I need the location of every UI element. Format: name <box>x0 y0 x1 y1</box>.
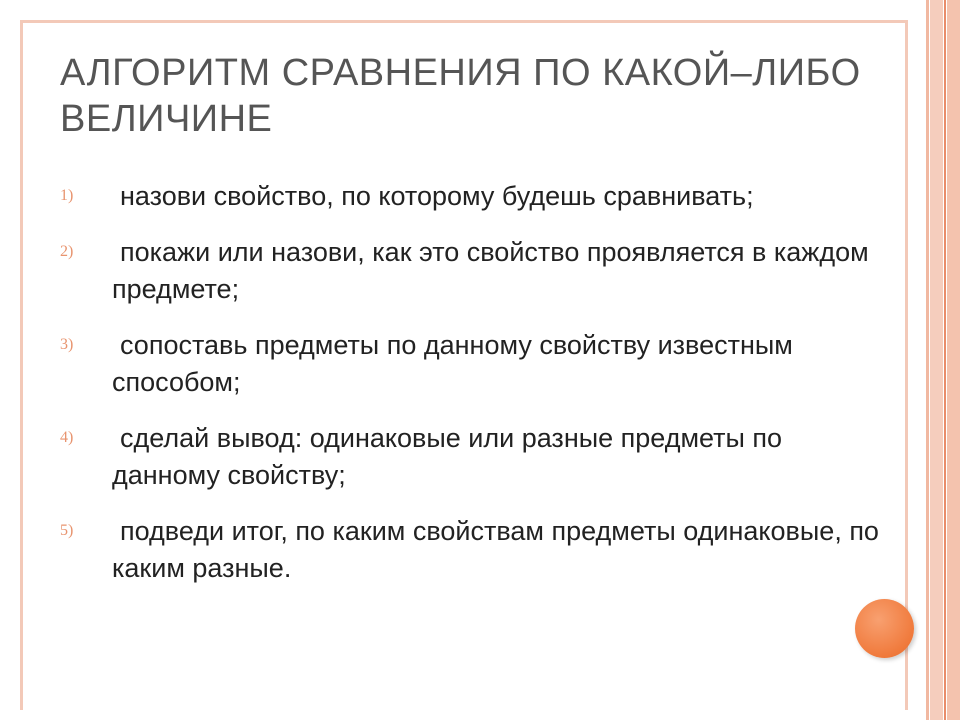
step-number: 4) <box>60 429 74 446</box>
side-band <box>930 0 943 720</box>
side-band <box>947 0 960 720</box>
step-number: 1) <box>60 187 74 204</box>
list-item <box>60 327 890 401</box>
step-text: сопоставь предметы по данному свойству известным способом; <box>112 330 793 397</box>
list-item <box>60 420 890 494</box>
orange-circle-decoration <box>855 599 914 658</box>
step-text: покажи или назови, как это свойство проявляется в каждом предмете; <box>112 237 869 304</box>
step-number: 2) <box>60 243 74 260</box>
decorative-side-bands <box>924 0 960 720</box>
step-text: сделай вывод: одинаковые или разные предметы по данному свойству; <box>112 423 783 490</box>
side-band <box>944 0 946 720</box>
side-band <box>926 0 929 720</box>
step-text: назови свойство, по которому будешь сравнивать; <box>120 181 754 211</box>
list-item <box>60 513 890 587</box>
step-text: подведи итог, по каким свойствам предметы одинаковые, по каким разные. <box>112 516 879 583</box>
algorithm-steps-list <box>60 178 890 606</box>
slide-title: АЛГОРИТМ СРАВНЕНИЯ ПО КАКОЙ–ЛИБО ВЕЛИЧИНЕ <box>60 52 861 140</box>
step-number: 3) <box>60 336 74 353</box>
list-item <box>60 234 890 308</box>
step-number: 5) <box>60 522 74 539</box>
list-item <box>60 178 890 215</box>
